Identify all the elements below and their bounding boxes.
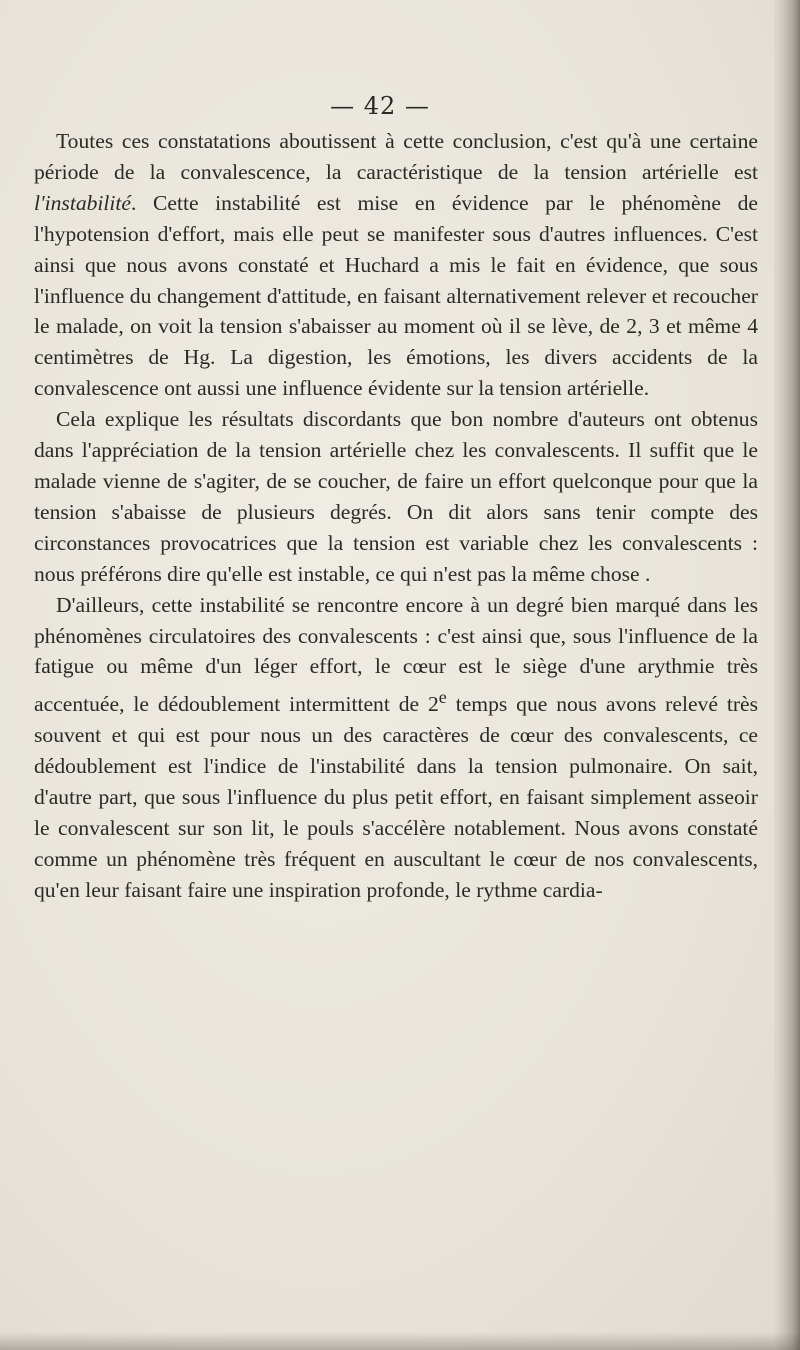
paragraph-1: Toutes ces constatations aboutissent à cette conclusion, c'est qu'à une certaine période de la convalescence, la caractéristique de la tension artérielle est l'instabilité. Cette instabilité est mise en évidence par le phénomène de l'hypotension d'effort, mais elle peut se manifester sous d'autres influences. C'est ainsi que nous avons constaté et Huchard a mis le fait en évidence, que sous l'influence du changement d'attitude, en faisant alternativement relever et recoucher le malade, on voit la tension s'abaisser au moment où il se lève, de 2, 3 et même 4 centimètres de Hg. La digestion, les émotions, les divers accidents de la convalescence ont aussi une influence évidente sur la tension artérielle. xyxy=(34,129,758,401)
page-edge-shadow xyxy=(774,0,800,1350)
page-number: — 42 — xyxy=(330,92,430,120)
page-bottom-shadow xyxy=(0,1332,800,1350)
superscript-e: e xyxy=(438,687,447,708)
emphasis-instabilite: l'instabilité xyxy=(34,190,131,215)
page-body xyxy=(34,126,758,906)
paragraph-2: Cela explique les résultats discordants que bon nombre d'auteurs ont obtenus dans l'appréciation de la tension artérielle chez les convalescents. Il suffit que le malade vienne de s'agiter, de se coucher, de faire un effort quelconque pour que la tension s'abaisse de plusieurs degrés. On dit alors sans tenir compte des circonstances provocatrices que la tension est variable chez les convalescents : nous préférons dire qu'elle est instable, ce qui n'est pas la même chose . xyxy=(34,407,758,586)
paragraph-3: D'ailleurs, cette instabilité se rencontre encore à un degré bien marqué dans les phénomènes circulatoires des convalescents : c'est ainsi que, sous l'influence de la fatigue ou même d'un léger effort, le cœur est le siège d'une arythmie très accentuée, le dédoublement intermittent de 2e temps que nous avons relevé très souvent et qui est pour nous un des caractères de cœur des convalescents, ce dédoublement est l'indice de l'instabilité dans la tension pulmonaire. On sait, d'autre part, que sous l'influence du plus petit effort, en faisant simplement asseoir le convalescent sur son lit, le pouls s'accélère notablement. Nous avons constaté comme un phénomène très fréquent en auscultant le cœur de nos convalescents, qu'en leur faisant faire une inspiration profonde, le rythme cardia- xyxy=(34,592,758,902)
